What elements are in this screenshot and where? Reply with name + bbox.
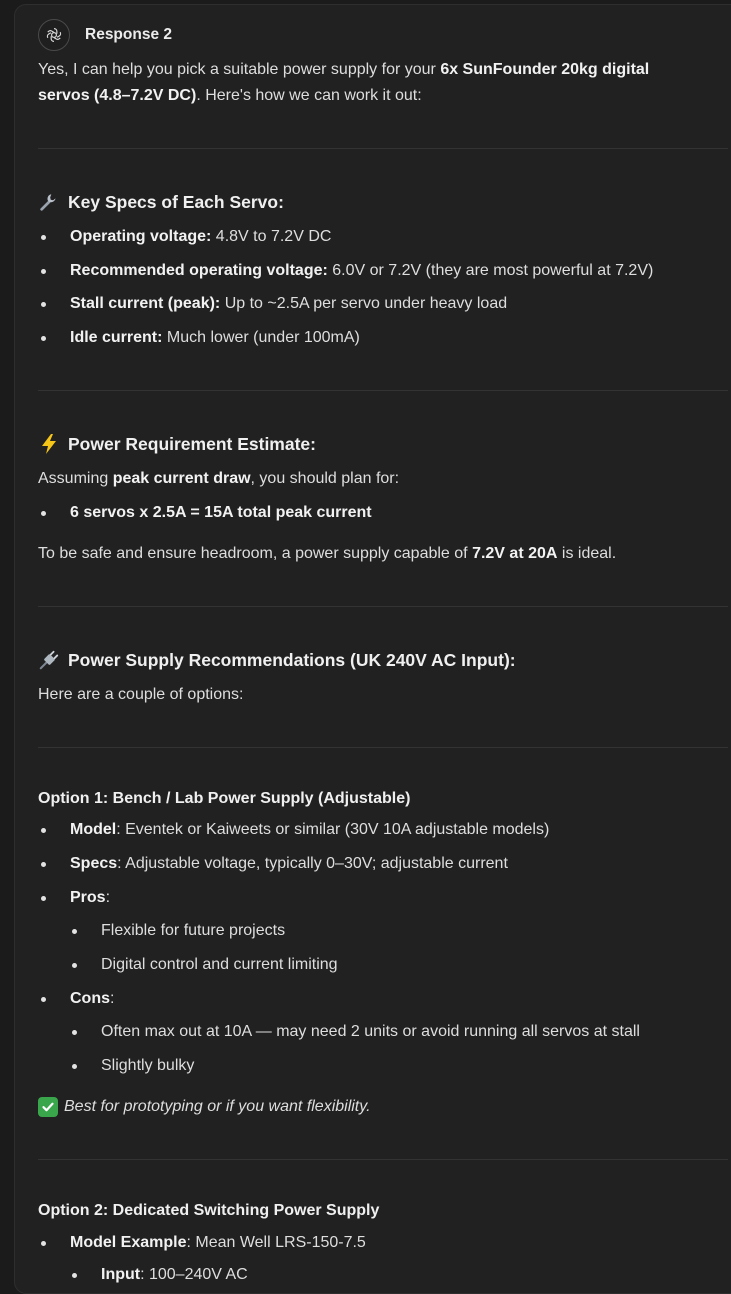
verdict-line: Best for prototyping or if you want flexibility. [38, 1097, 371, 1117]
plug-icon [38, 649, 60, 671]
options-intro: Here are a couple of options: [38, 686, 244, 703]
assume-paragraph: Assuming peak current draw, you should plan for: [38, 470, 400, 487]
wrench-icon [38, 191, 60, 213]
divider [38, 606, 728, 607]
checkmark-icon [38, 1097, 58, 1117]
section-heading-power: Power Requirement Estimate: [38, 433, 316, 455]
section-heading-recommendations: Power Supply Recommendations (UK 240V AC Input): [38, 649, 516, 671]
safe-paragraph: To be safe and ensure headroom, a power supply capable of 7.2V at 20A is ideal. [38, 545, 617, 562]
divider [38, 747, 728, 748]
lightning-icon [38, 433, 60, 455]
section-heading-specs: Key Specs of Each Servo: [38, 191, 284, 213]
openai-logo-icon [38, 19, 70, 51]
option-2-title: Option 2: Dedicated Switching Power Supply [38, 1202, 380, 1219]
divider [38, 1159, 728, 1160]
response-title: Response 2 [85, 26, 173, 43]
divider [38, 148, 728, 149]
divider [38, 390, 728, 391]
option-1-title: Option 1: Bench / Lab Power Supply (Adjustable) [38, 790, 411, 807]
intro-paragraph: Yes, I can help you pick a suitable power supply for your 6x SunFounder 20kg digital servos (4.8–7.2V DC). Here's how we can work it out: [38, 61, 650, 104]
